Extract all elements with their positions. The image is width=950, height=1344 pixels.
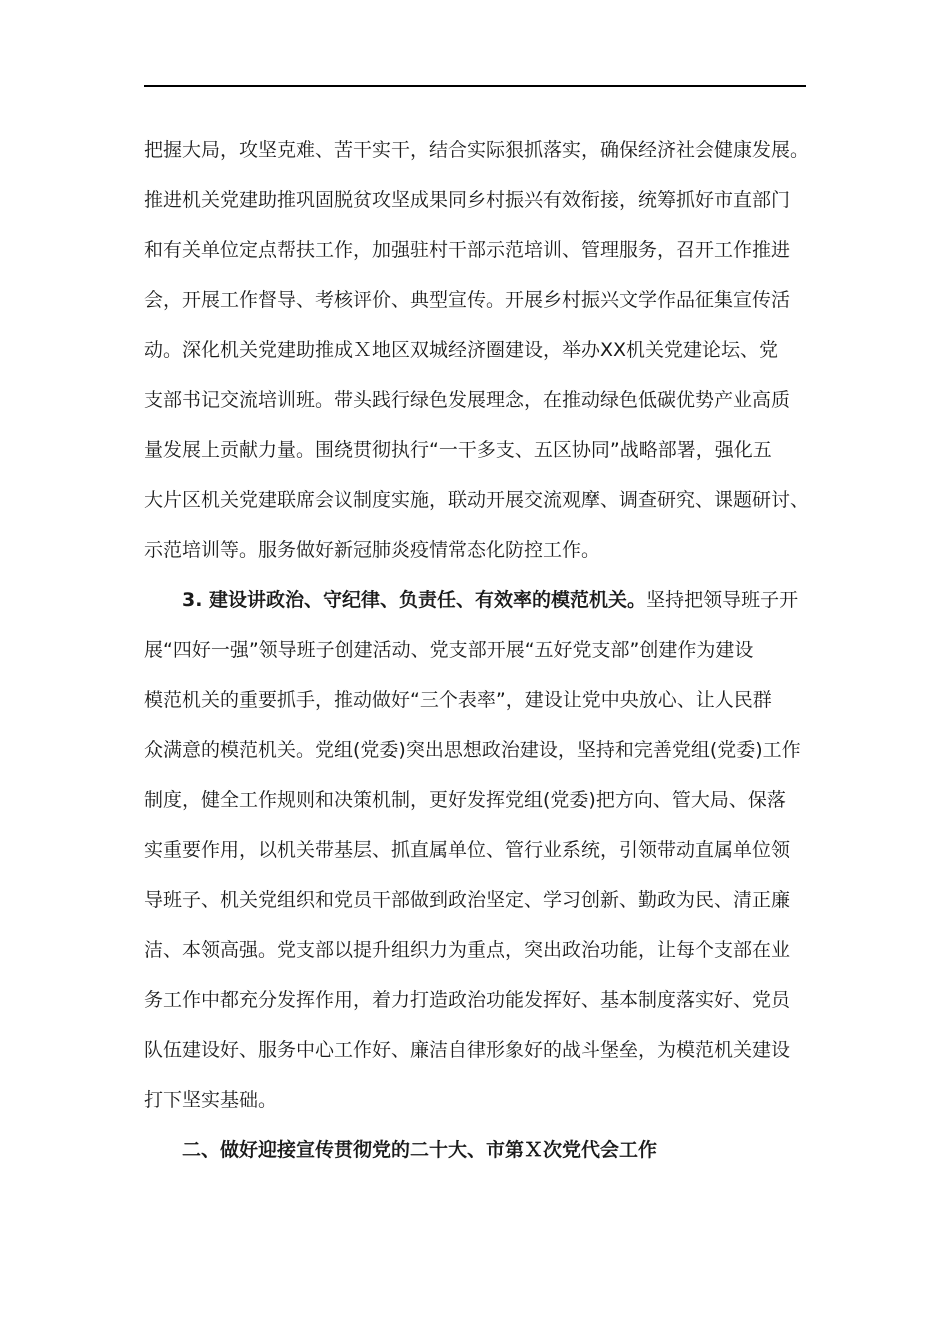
text-line: 量发展上贡献力量。围绕贯彻执行“一干多支、五区协同”战略部署，强化五 bbox=[144, 439, 772, 461]
document-body bbox=[144, 125, 810, 1175]
text-line: 队伍建设好、服务中心工作好、廉洁自律形象好的战斗堡垒，为模范机关建设 bbox=[144, 1039, 791, 1061]
text-line: 打下坚实基础。 bbox=[144, 1089, 278, 1111]
text-line: 动。深化机关党建助推成Ｘ地区双城经济圈建设，举办XX机关党建论坛、党 bbox=[144, 339, 779, 361]
text-line: 众满意的模范机关。党组(党委)突出思想政治建设，坚持和完善党组(党委)工作 bbox=[144, 739, 801, 761]
text-line: 展“四好一强”领导班子创建活动、党支部开展“五好党支部”创建作为建设 bbox=[144, 639, 754, 661]
text-line: 务工作中都充分发挥作用，着力打造政治功能发挥好、基本制度落实好、党员 bbox=[144, 989, 791, 1011]
text-line: 推进机关党建助推巩固脱贫攻坚成果同乡村振兴有效衔接，统筹抓好市直部门 bbox=[144, 189, 791, 211]
paragraph-3-first-line bbox=[144, 575, 806, 625]
text-line: 模范机关的重要抓手，推动做好“三个表率”，建设让党中央放心、让人民群 bbox=[144, 689, 772, 711]
text-line: 示范培训等。服务做好新冠肺炎疫情常态化防控工作。 bbox=[144, 539, 601, 561]
text-line: 导班子、机关党组织和党员干部做到政治坚定、学习创新、勤政为民、清正廉 bbox=[144, 889, 791, 911]
text-line: 把握大局，攻坚克难、苦干实干，结合实际狠抓落实，确保经济社会健康发展。 bbox=[144, 139, 810, 161]
paragraph-3-text: 坚持把领导班子开 bbox=[646, 589, 799, 611]
paragraph-3-heading: 3. 建设讲政治、守纪律、负责任、有效率的模范机关。 bbox=[182, 589, 647, 611]
text-line: 大片区机关党建联席会议制度实施，联动开展交流观摩、调查研究、课题研讨、 bbox=[144, 489, 810, 511]
text-line: 洁、本领高强。党支部以提升组织力为重点，突出政治功能，让每个支部在业 bbox=[144, 939, 791, 961]
header-rule bbox=[144, 85, 806, 87]
section-2-heading: 二、做好迎接宣传贯彻党的二十大、市第Ｘ次党代会工作 bbox=[182, 1139, 658, 1161]
text-line: 和有关单位定点帮扶工作，加强驻村干部示范培训、管理服务，召开工作推进 bbox=[144, 239, 791, 261]
text-line: 制度，健全工作规则和决策机制，更好发挥党组(党委)把方向、管大局、保落 bbox=[144, 789, 786, 811]
text-line: 支部书记交流培训班。带头践行绿色发展理念，在推动绿色低碳优势产业高质 bbox=[144, 389, 791, 411]
text-line: 会，开展工作督导、考核评价、典型宣传。开展乡村振兴文学作品征集宣传活 bbox=[144, 289, 791, 311]
text-line: 实重要作用，以机关带基层、抓直属单位、管行业系统，引领带动直属单位领 bbox=[144, 839, 791, 861]
